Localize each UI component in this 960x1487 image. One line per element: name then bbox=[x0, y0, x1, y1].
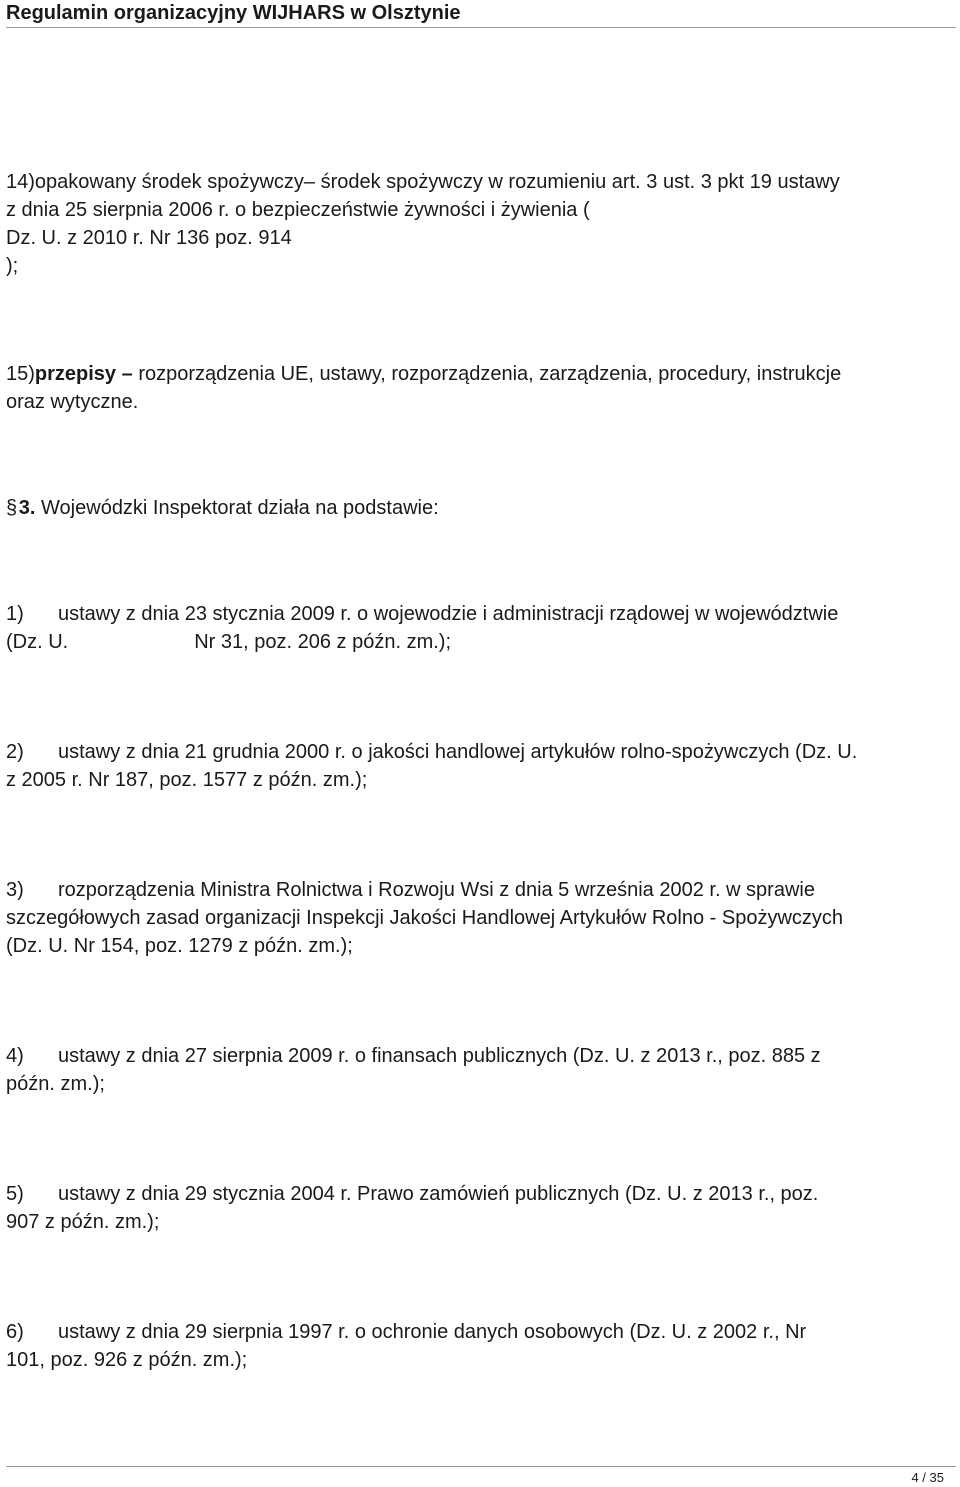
definition-15-line-2: oraz wytyczne. bbox=[6, 391, 139, 413]
definition-15 bbox=[6, 360, 952, 416]
paragraph-number: 3. bbox=[18, 497, 36, 519]
definition-15-dash: – bbox=[116, 363, 139, 385]
legal-basis-item-1-text-1: ustawy z dnia 23 stycznia 2009 r. o wojewodzie i administracji rządowej w województwie bbox=[58, 603, 839, 625]
definition-15-line-1 bbox=[6, 360, 952, 388]
legal-basis-item-3-line-1 bbox=[6, 876, 952, 904]
legal-basis-item-5-text-1: ustawy z dnia 29 stycznia 2004 r. Prawo zamówień publicznych (Dz. U. z 2013 r., poz. bbox=[58, 1183, 819, 1205]
legal-basis-item-1-line-1 bbox=[6, 600, 952, 628]
legal-basis-item-2-line-1 bbox=[6, 738, 952, 766]
legal-basis-item-1-text-2b: Nr 31, poz. 206 z późn. zm.); bbox=[194, 631, 451, 653]
legal-basis-item-3-number: 3) bbox=[6, 879, 24, 901]
legal-basis-item-5-number: 5) bbox=[6, 1183, 24, 1205]
definition-14-text-1: opakowany środek spożywczy– środek spożywczy w rozumieniu art. 3 ust. 3 pkt 19 ustawy bbox=[34, 171, 840, 193]
paragraph-3-text: Wojewódzki Inspektorat działa na podstawie: bbox=[35, 497, 439, 519]
definition-14-line-3: Dz. U. z 2010 r. Nr 136 poz. 914 bbox=[6, 227, 292, 249]
legal-basis-item-2-number: 2) bbox=[6, 741, 24, 763]
definition-15-number: 15) bbox=[6, 363, 35, 385]
legal-basis-item-2-line-2: z 2005 r. Nr 187, poz. 1577 z późn. zm.); bbox=[6, 769, 368, 791]
document-header-title: Regulamin organizacyjny WIJHARS w Olsztynie bbox=[6, 2, 461, 24]
legal-basis-item-5-line-1 bbox=[6, 1180, 952, 1208]
legal-basis-item-2 bbox=[6, 738, 952, 794]
legal-basis-item-1 bbox=[6, 600, 952, 656]
legal-basis-item-1-number: 1) bbox=[6, 603, 24, 625]
legal-basis-item-6-line-1 bbox=[6, 1318, 952, 1346]
legal-basis-item-4 bbox=[6, 1042, 952, 1098]
definition-15-term: przepisy bbox=[34, 363, 117, 385]
legal-basis-item-6-line-2: 101, poz. 926 z późn. zm.); bbox=[6, 1349, 248, 1371]
legal-basis-item-5 bbox=[6, 1180, 952, 1236]
paragraph-3-heading bbox=[6, 494, 952, 522]
legal-basis-item-4-line-2: późn. zm.); bbox=[6, 1073, 105, 1095]
legal-basis-item-4-text-1: ustawy z dnia 27 sierpnia 2009 r. o finansach publicznych (Dz. U. z 2013 r., poz. 885 z bbox=[58, 1045, 821, 1067]
definition-14 bbox=[6, 168, 952, 280]
legal-basis-item-5-line-2: 907 z późn. zm.); bbox=[6, 1211, 160, 1233]
paragraph-sign: § bbox=[6, 497, 18, 519]
legal-basis-item-1-text-2a: (Dz. U. bbox=[6, 631, 69, 653]
definition-15-text-1: rozporządzenia UE, ustawy, rozporządzenia, zarządzenia, procedury, instrukcje bbox=[138, 363, 842, 385]
legal-basis-item-3-line-2: szczegółowych zasad organizacji Inspekcji Jakości Handlowej Artykułów Rolno - Spożywczych bbox=[6, 907, 844, 929]
definition-14-line-1 bbox=[6, 168, 952, 196]
definition-14-line-2: z dnia 25 sierpnia 2006 r. o bezpieczeństwie żywności i żywienia ( bbox=[6, 199, 590, 221]
definition-14-number: 14) bbox=[6, 171, 35, 193]
page-number: 4 / 35 bbox=[911, 1470, 944, 1485]
legal-basis-item-3-line-3: (Dz. U. Nr 154, poz. 1279 z późn. zm.); bbox=[6, 935, 353, 957]
document-body bbox=[6, 168, 952, 1374]
legal-basis-item-3-text-1: rozporządzenia Ministra Rolnictwa i Rozwoju Wsi z dnia 5 września 2002 r. w sprawie bbox=[58, 879, 815, 901]
legal-basis-item-3 bbox=[6, 876, 952, 960]
legal-basis-item-2-text-1: ustawy z dnia 21 grudnia 2000 r. o jakości handlowej artykułów rolno-spożywczych (Dz. U. bbox=[58, 741, 858, 763]
legal-basis-item-6-text-1: ustawy z dnia 29 sierpnia 1997 r. o ochronie danych osobowych (Dz. U. z 2002 r., Nr bbox=[58, 1321, 807, 1343]
definition-14-line-4: ); bbox=[6, 255, 19, 277]
footer-divider bbox=[6, 1466, 956, 1467]
legal-basis-item-6-number: 6) bbox=[6, 1321, 24, 1343]
legal-basis-item-4-line-1 bbox=[6, 1042, 952, 1070]
legal-basis-item-1-line-2 bbox=[6, 628, 952, 656]
header-divider bbox=[6, 27, 956, 28]
legal-basis-item-4-number: 4) bbox=[6, 1045, 24, 1067]
legal-basis-item-6 bbox=[6, 1318, 952, 1374]
